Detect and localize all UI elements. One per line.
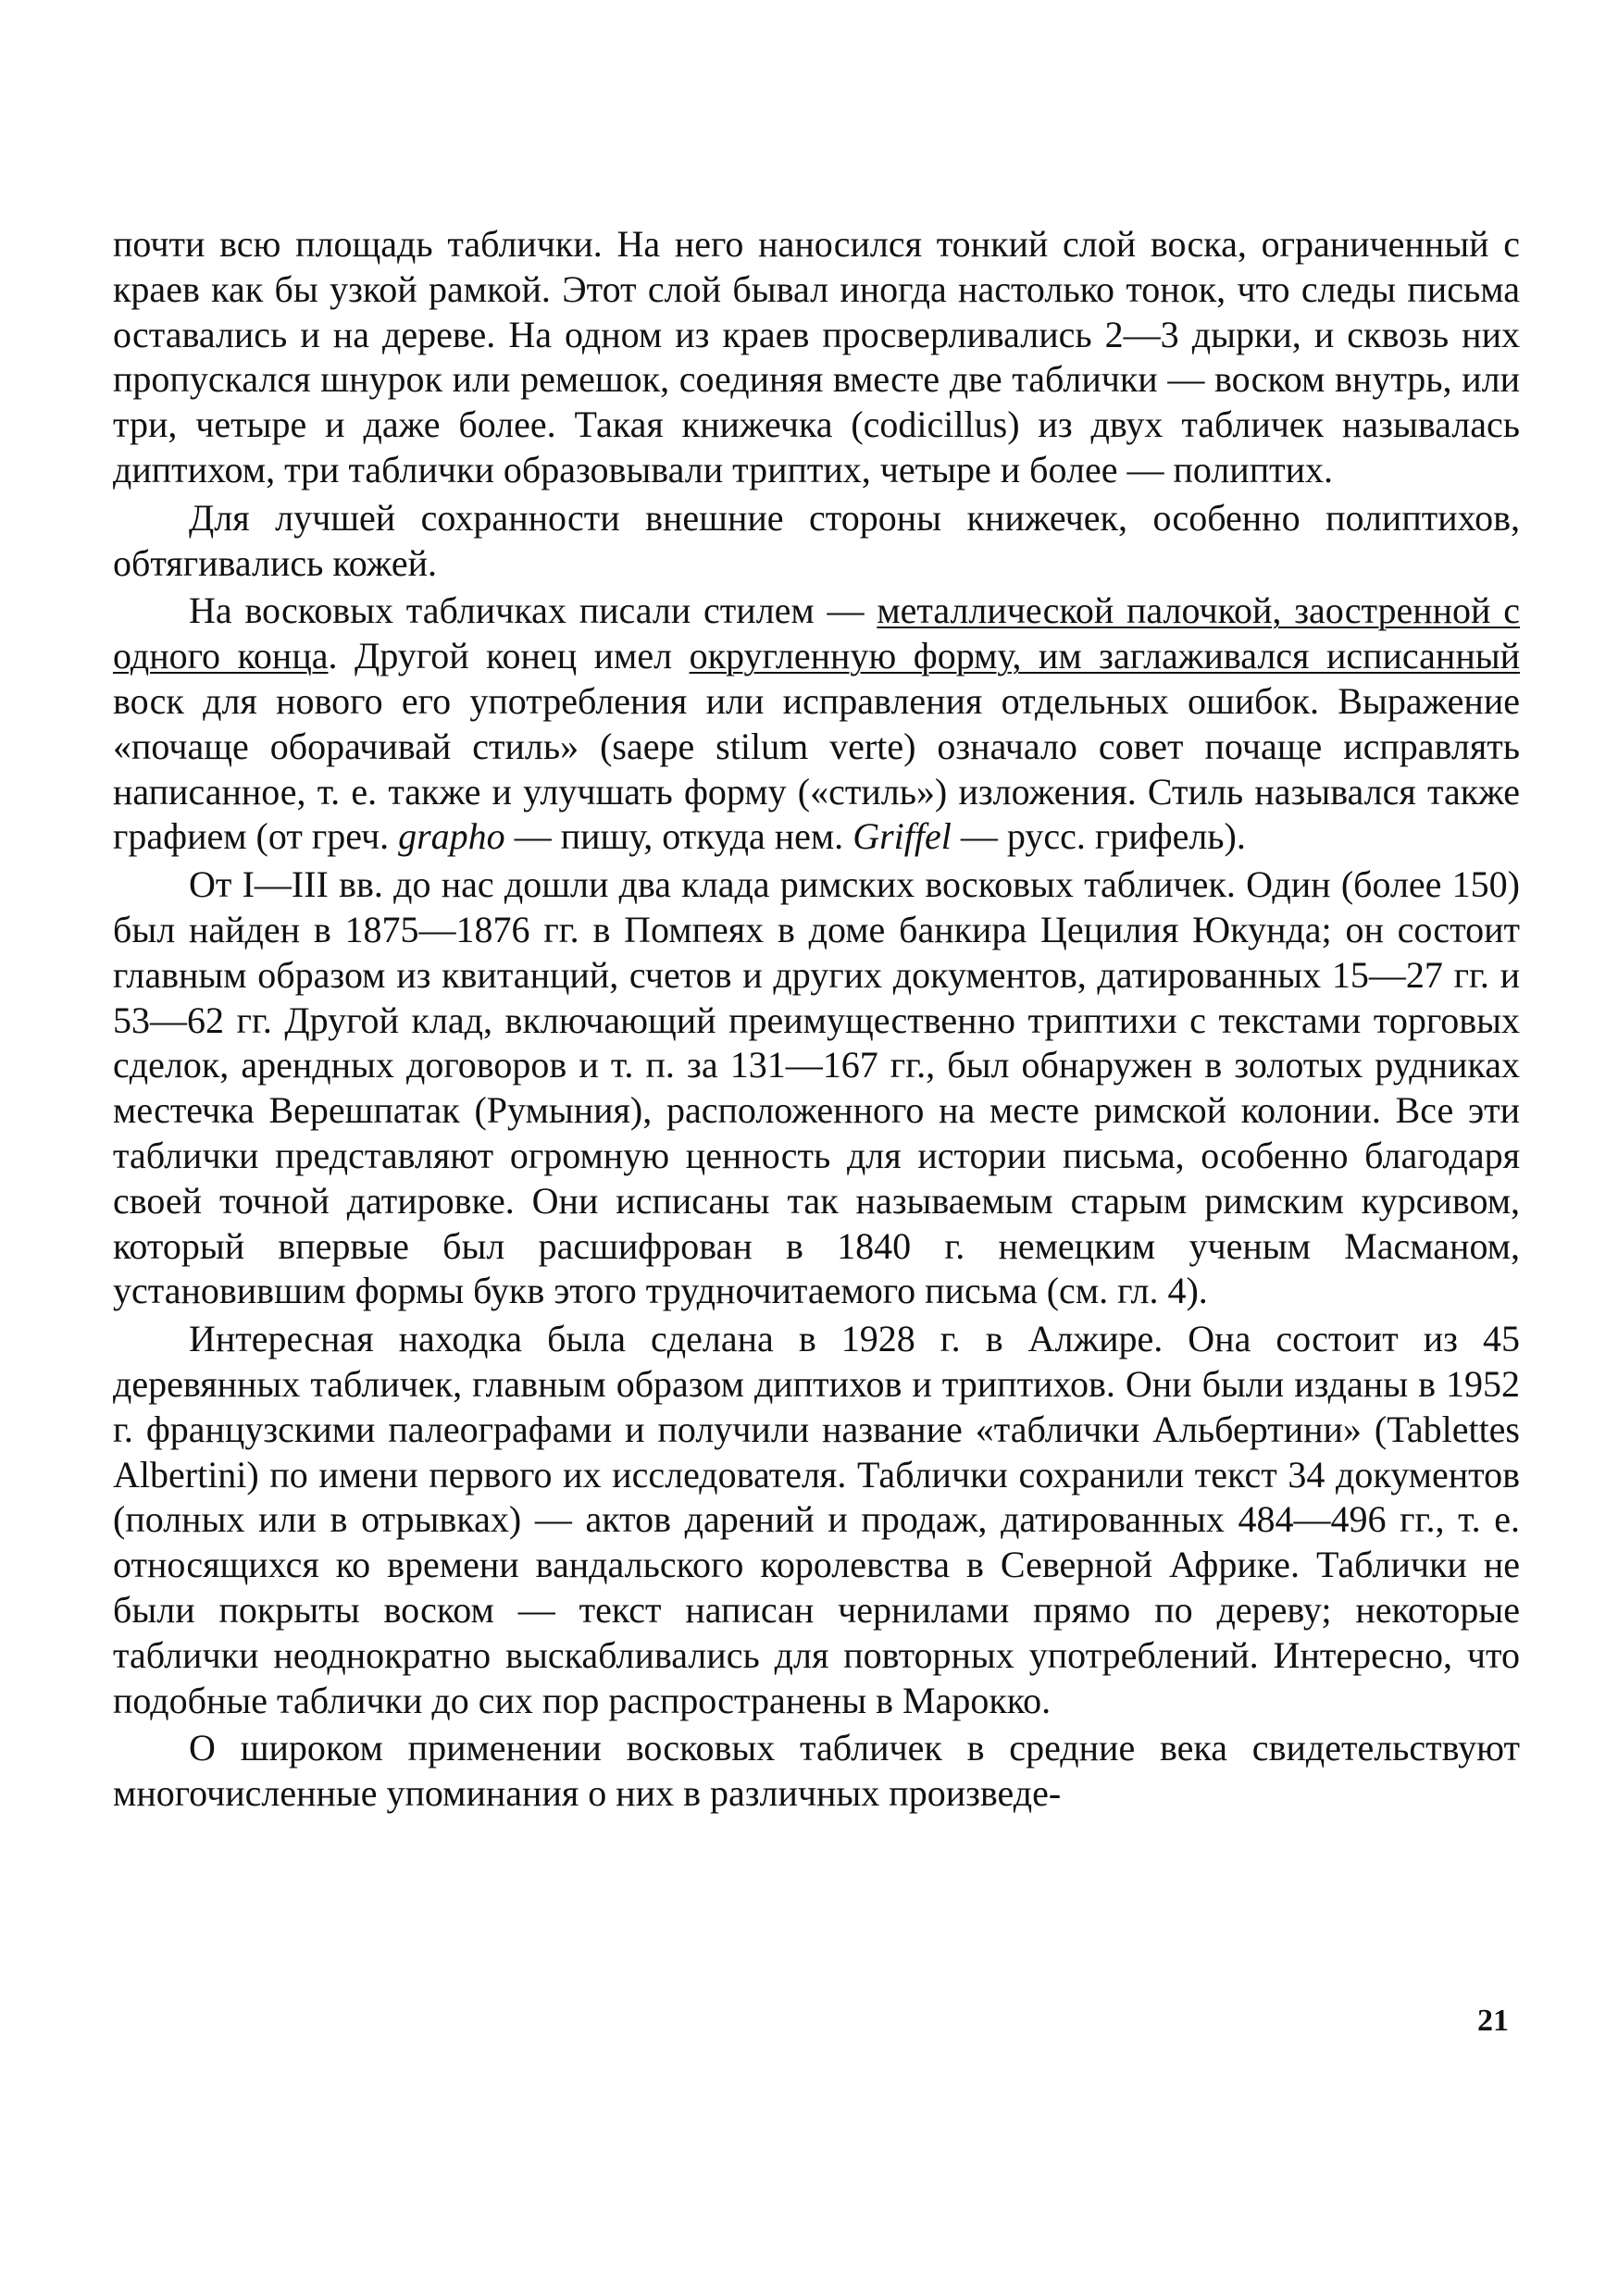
paragraph-p5 [113, 1317, 1520, 1723]
underlined-phrase: округленную форму, им заглаживался исписанный [689, 635, 1521, 677]
text-run: На восковых табличках писали стилем — [189, 590, 877, 632]
text-run: — русс. грифель). [951, 815, 1246, 858]
text-run: . Другой конец имел [328, 635, 690, 677]
text-run: О широком применении восковых табличек в средние века свидетельствуют многочисленные упоминания о них в различных произведе- [113, 1727, 1520, 1815]
text-run: Интересная находка была сделана в 1928 г. в Алжире. Она состоит из 45 деревянных табличек, главным образом диптихов и триптихов. Они были изданы в 1952 г. французскими палеографами и получили название «таблички Альбертини» (Tablettes Albertini) по имени первого их исследователя. Таблички сохранили текст 34 документов (полных или в отрывках) — актов дарений и продаж, датированных 484—496 гг., т. е. относящихся ко времени вандальского королевства в Северной Африке. Таблички не были покрыты воском — текст написан чернилами прямо по дереву; некоторые таблички неоднократно выскабливались для повторных употреблений. Интересно, что подобные таблички до сих пор распространены в Марокко. [113, 1318, 1520, 1721]
text-run: От I—III вв. до нас дошли два клада римских восковых табличек. Один (более 150) был найден в 1875—1876 гг. в Помпеях в доме банкира Цецилия Юкунда; он состоит главным образом из квитанций, счетов и других документов, датированных 15—27 гг. и 53—62 гг. Другой клад, включающий преимущественно триптихи с текстами торговых сделок, арендных договоров и т. п. за 131—167 гг., был обнаружен в золотых рудниках местечка Верешпатак (Румыния), расположенного на месте римской колонии. Все эти таблички представляют огромную ценность для истории письма, особенно благодаря своей точной датировке. Они исписаны так называемым старым римским курсивом, который впервые был расшифрован в 1840 г. немецким ученым Масманом, установившим формы букв этого трудночитаемого письма (см. гл. 4). [113, 863, 1520, 1312]
paragraph-p3 [113, 589, 1520, 860]
text-run: — пишу, откуда нем. [504, 815, 853, 858]
paragraph-p4 [113, 863, 1520, 1314]
paragraph-p1 [113, 222, 1520, 493]
text-run: воск для нового его употребления или исправления отдельных ошибок. Выражение «почаще оборачивай стиль» (saepe stilum verte) означало совет почаще исправлять написанное, т. е. также и улучшать форму («стиль») изложения. Стиль назывался также графием (от греч. [113, 679, 1520, 858]
italic-term: Griffel [853, 815, 952, 858]
underlined-phrase: металлической палочкой, заостренной с одного конца [113, 590, 1520, 677]
italic-term: grapho [398, 815, 505, 858]
page-number: 21 [1477, 2004, 1509, 2038]
body-text [113, 222, 1520, 1817]
paragraph-p6 [113, 1726, 1520, 1817]
paragraph-p2 [113, 496, 1520, 587]
text-run: почти всю площадь таблички. На него наносился тонкий слой воска, ограниченный с краев как бы узкой рамкой. Этот слой бывал иногда настолько тонок, что следы письма оставались и на дереве. На одном из краев просверливались 2—3 дырки, и сквозь них пропускался шнурок или ремешок, соединяя вместе две таблички — воском внутрь, или три, четыре и даже более. Такая книжечка (codicillus) из двух табличек называлась диптихом, три таблички образовывали триптих, четыре и более — полиптих. [113, 223, 1520, 490]
text-run: Для лучшей сохранности внешние стороны книжечек, особенно полиптихов, обтягивались кожей. [113, 496, 1520, 584]
